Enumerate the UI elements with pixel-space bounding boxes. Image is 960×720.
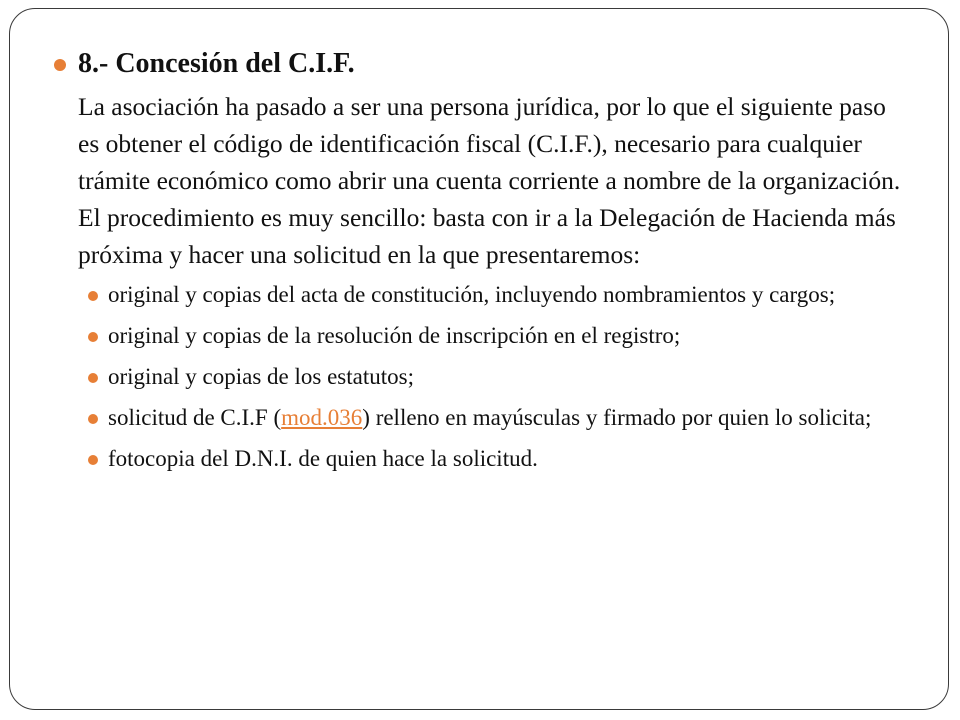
list-item-text: original y copias de los estatutos;	[108, 364, 414, 389]
bullet-dot-icon	[88, 291, 98, 301]
body-paragraph: La asociación ha pasado a ser una persona jurídica, por lo que el siguiente paso es obtener el código de identificación fiscal (C.I.F.), necesario para cualquier trámite económico como abrir una cuenta corriente a nombre de la organización. El procedimiento es muy sencillo: basta con ir a la Delegación de Hacienda más próxima y hacer una solicitud en la que presentaremos:	[78, 92, 901, 269]
bullet-dot-icon	[88, 332, 98, 342]
list-item	[78, 443, 904, 474]
list-item-text: original y copias del acta de constitución, incluyendo nombramientos y cargos;	[108, 282, 836, 307]
bullet-dot-icon	[88, 373, 98, 383]
requirements-list	[78, 279, 904, 474]
list-item	[78, 402, 904, 433]
mod-036-link[interactable]: mod.036	[281, 405, 363, 430]
list-item	[78, 320, 904, 351]
list-item	[78, 361, 904, 392]
slide-heading: 8.- Concesión del C.I.F.	[78, 48, 355, 79]
main-bullet-item	[54, 44, 904, 474]
bullet-dot-icon	[88, 414, 98, 424]
list-item-text: fotocopia del D.N.I. de quien hace la solicitud.	[108, 446, 538, 471]
list-item	[78, 279, 904, 310]
slide-content	[54, 44, 904, 484]
bullet-dot-icon	[54, 59, 66, 71]
list-item-text-before-link: solicitud de C.I.F (	[108, 405, 282, 430]
bullet-dot-icon	[88, 455, 98, 465]
list-item-text-after-link: ) relleno en mayúsculas y firmado por quien lo solicita;	[362, 405, 872, 430]
list-item-text: original y copias de la resolución de inscripción en el registro;	[108, 323, 681, 348]
